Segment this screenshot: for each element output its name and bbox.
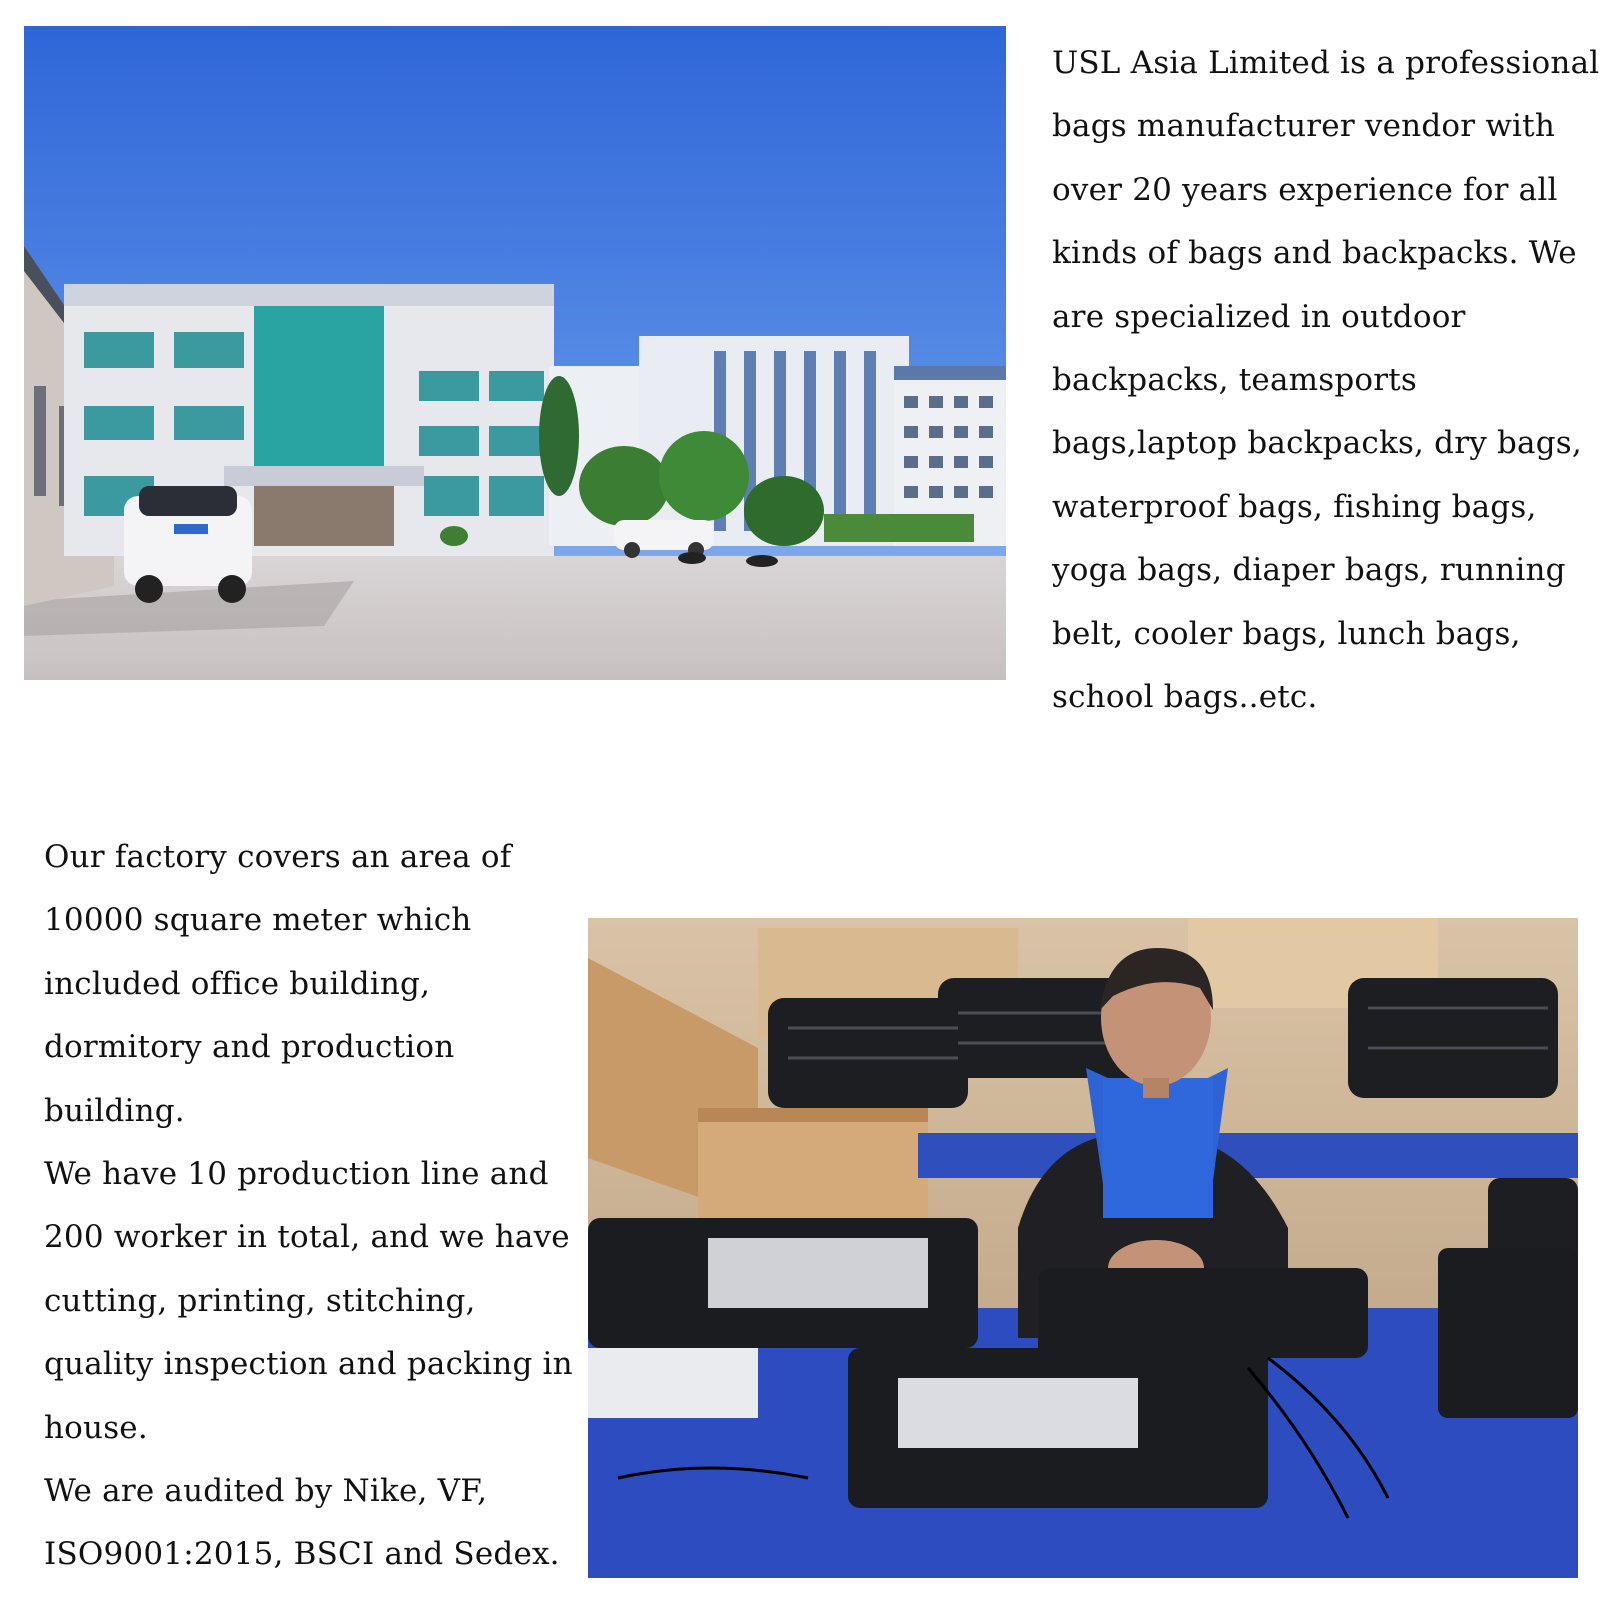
intro-line: belt, cooler bags, lunch bags, bbox=[1052, 615, 1521, 652]
factory-worker-photo bbox=[588, 918, 1578, 1578]
factory-description bbox=[44, 826, 574, 1587]
factory-building-photo bbox=[24, 26, 1006, 680]
factory-line: ISO9001:2015, BSCI and Sedex. bbox=[44, 1536, 560, 1573]
company-intro bbox=[1052, 32, 1600, 729]
intro-line: kinds of bags and backpacks. We bbox=[1052, 235, 1577, 272]
intro-line: school bags..etc. bbox=[1052, 679, 1318, 716]
intro-line: bags,laptop backpacks, dry bags, bbox=[1052, 425, 1582, 462]
factory-line: We are audited by Nike, VF, bbox=[44, 1473, 488, 1510]
factory-line: dormitory and production bbox=[44, 1029, 455, 1066]
factory-line: We have 10 production line and bbox=[44, 1156, 549, 1193]
intro-line: backpacks, teamsports bbox=[1052, 362, 1418, 399]
intro-line: yoga bags, diaper bags, running bbox=[1052, 552, 1566, 589]
intro-line: over 20 years experience for all bbox=[1052, 171, 1558, 208]
intro-line: USL Asia Limited is a professional bbox=[1052, 45, 1600, 81]
factory-line: Our factory covers an area of bbox=[44, 839, 512, 875]
factory-line: building. bbox=[44, 1092, 185, 1129]
factory-line: quality inspection and packing in bbox=[44, 1346, 573, 1383]
factory-line: house. bbox=[44, 1409, 148, 1446]
factory-line: included office building, bbox=[44, 965, 431, 1002]
intro-line: bags manufacturer vendor with bbox=[1052, 108, 1555, 145]
factory-line: 10000 square meter which bbox=[44, 902, 472, 939]
intro-line: waterproof bags, fishing bags, bbox=[1052, 488, 1537, 525]
factory-line: cutting, printing, stitching, bbox=[44, 1282, 476, 1319]
factory-line: 200 worker in total, and we have bbox=[44, 1219, 570, 1256]
intro-line: are specialized in outdoor bbox=[1052, 298, 1466, 335]
